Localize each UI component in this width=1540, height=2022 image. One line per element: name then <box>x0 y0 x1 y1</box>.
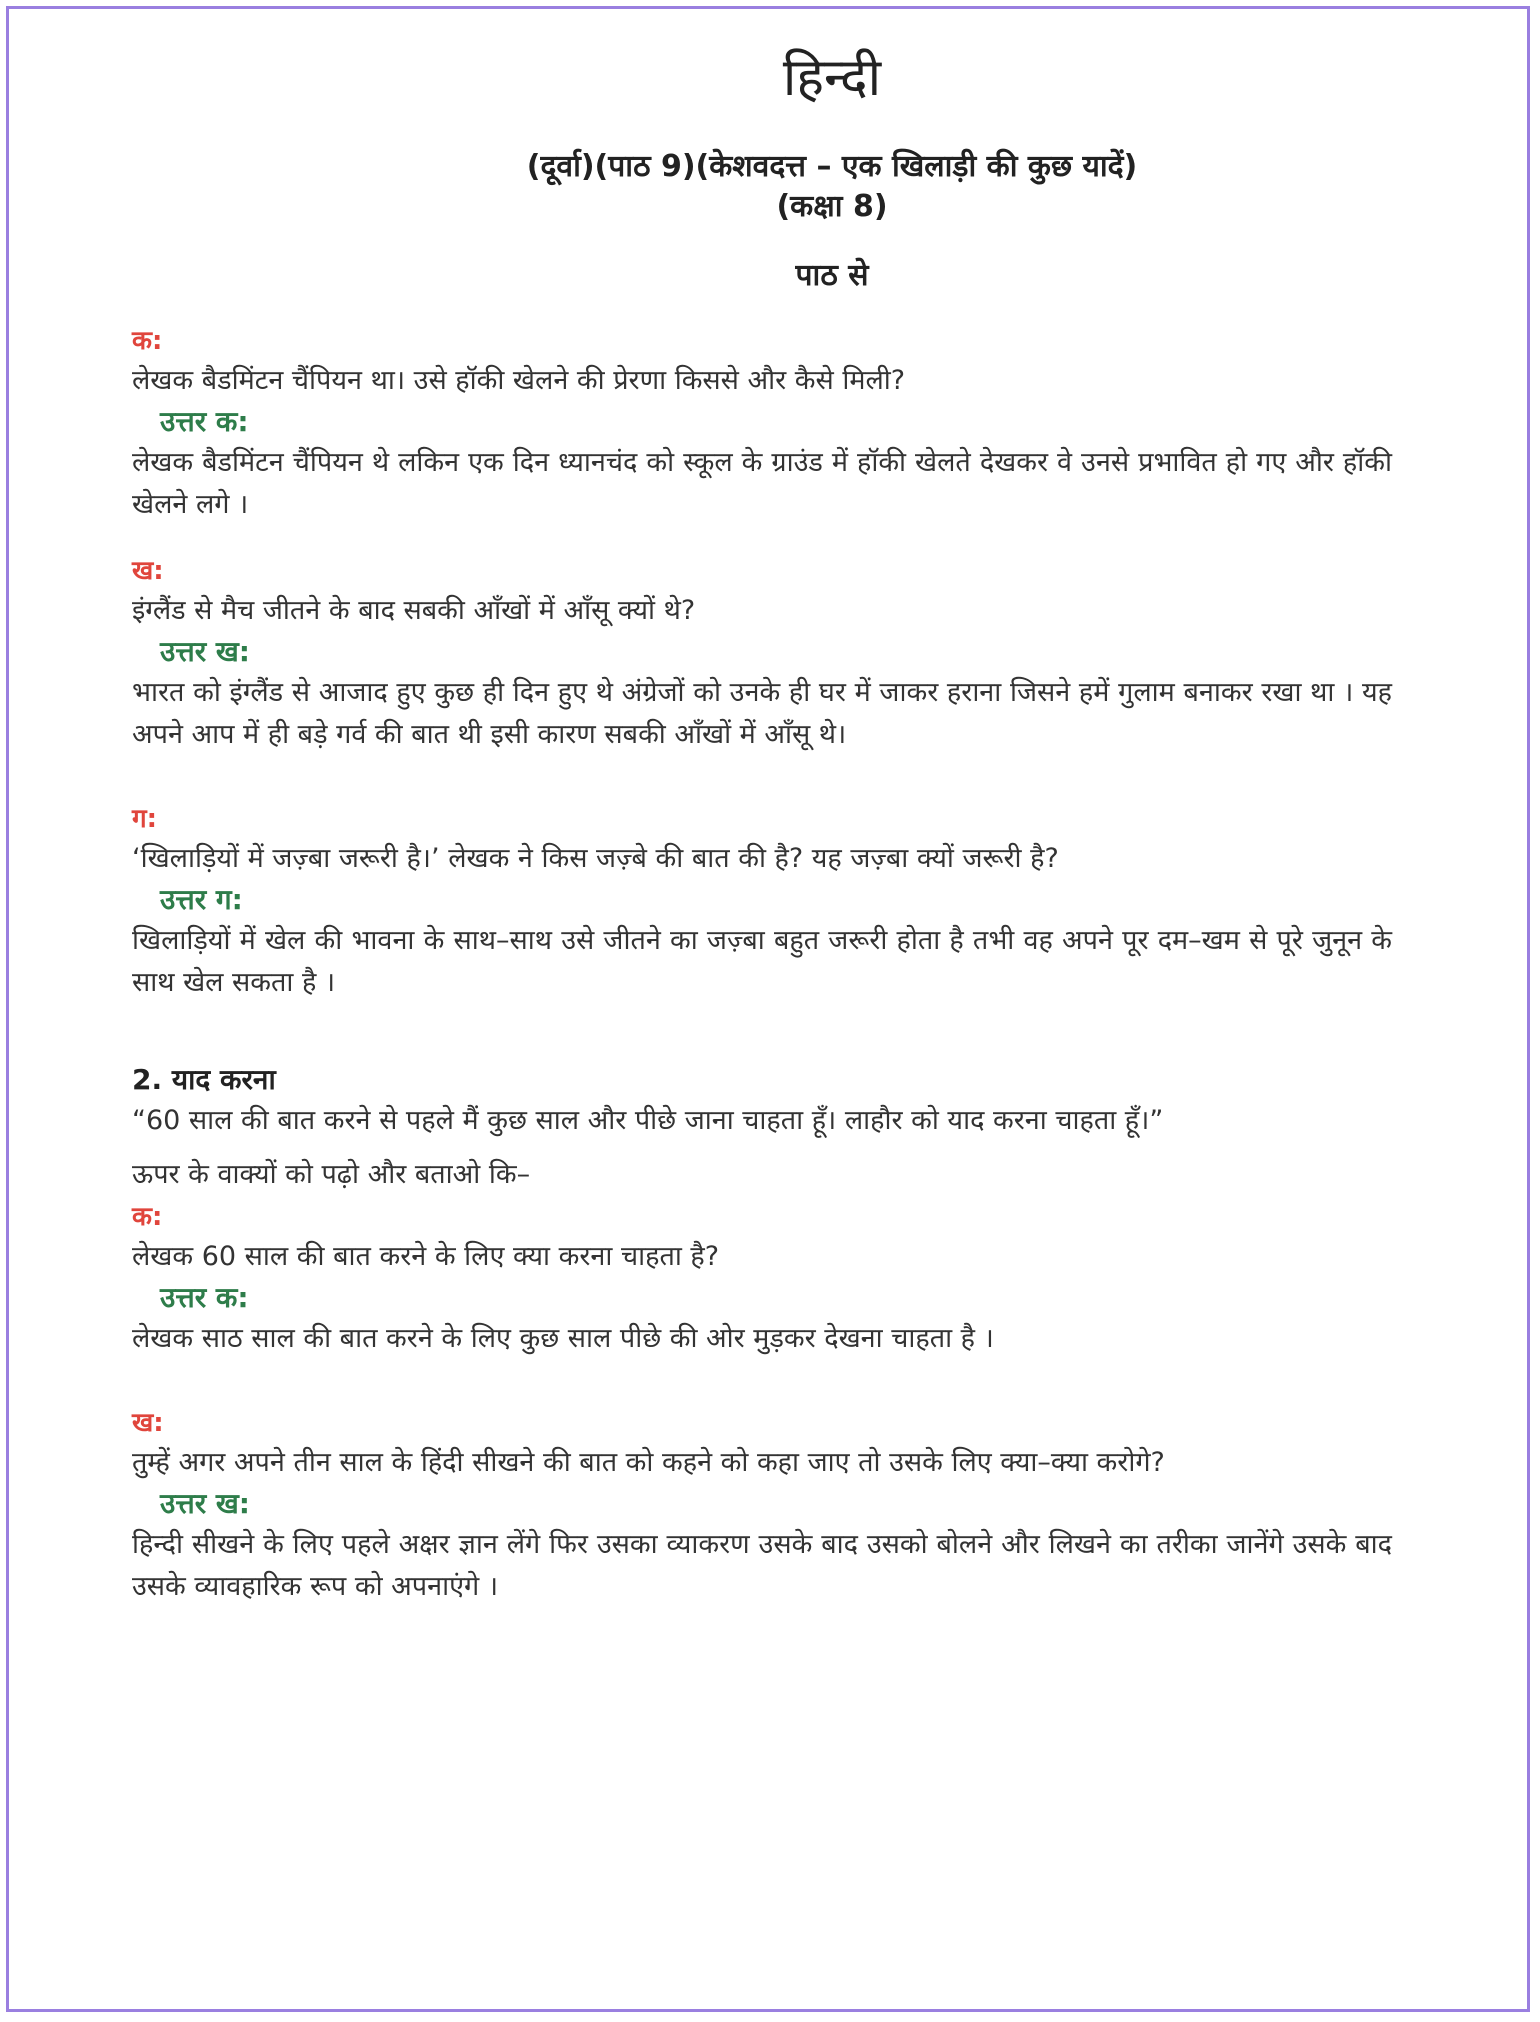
answer-text: हिन्दी सीखने के लिए पहले अक्षर ज्ञान लेंगे फिर उसका व्याकरण उसके बाद उसको बोलने और लिखने का तरीका जानेंगे उसके बाद उसके व्यावहारिक रूप को अपनाएंगे । <box>132 1529 1392 1602</box>
question-label: क: <box>132 1202 163 1232</box>
answer-label: उत्तर ख: <box>160 1487 250 1520</box>
answer-text: लेखक साठ साल की बात करने के लिए कुछ साल पीछे की ओर मुड़कर देखना चाहता है । <box>132 1323 994 1354</box>
qa-block <box>132 1198 1392 1360</box>
question-text: लेखक 60 साल की बात करने के लिए क्या करना चाहता है? <box>132 1241 720 1272</box>
answer-label: उत्तर क: <box>160 1281 249 1314</box>
question-label: ख: <box>132 1408 164 1438</box>
chapter-subtitle: (दूर्वा)(पाठ 9)(केशवदत्त – एक खिलाड़ी की कुछ यादें) <box>526 149 1138 184</box>
question-text: ‘खिलाड़ियों में जज़्बा जरूरी है।’ लेखक ने किस जज़्बे की बात की है? यह जज़्बा क्यों जरूरी है? <box>132 843 1059 874</box>
section-heading: पाठ से <box>795 258 869 293</box>
answer-text: भारत को इंग्लैंड से आजाद हुए कुछ ही दिन हुए थे अंग्रेजों को उनके ही घर में जाकर हराना जिसने हमें गुलाम बनाकर रखा था । यह अपने आप में ही बड़े गर्व की बात थी इसी कारण सबकी आँखों में आँसू थे। <box>132 677 1392 750</box>
instruction-text: ऊपर के वाक्यों को पढ़ो और बताओ कि– <box>132 1159 531 1190</box>
question-label: ख: <box>132 556 164 586</box>
question-text: इंग्लैंड से मैच जीतने के बाद सबकी आँखों में आँसू क्यों थे? <box>132 595 696 626</box>
answer-label: उत्तर ग: <box>160 883 243 916</box>
answer-text: खिलाड़ियों में खेल की भावना के साथ–साथ उसे जीतने का जज़्बा बहुत जरूरी होता है तभी वह अपने पूर दम–खम से पूरे जुनून के साथ खेल सकता है । <box>132 925 1392 998</box>
answer-label: उत्तर क: <box>160 405 249 438</box>
section-2-heading: 2. याद करना <box>132 1063 276 1096</box>
question-label: ग: <box>132 804 158 834</box>
qa-block <box>132 1404 1392 1608</box>
quote-text: “60 साल की बात करने से पहले मैं कुछ साल और पीछे जाना चाहता हूँ। लाहौर को याद करना चाहता हूँ।” <box>132 1105 1164 1136</box>
qa-block <box>132 800 1392 1004</box>
answer-label: उत्तर ख: <box>160 635 250 668</box>
qa-block <box>132 552 1392 756</box>
answer-text: लेखक बैडमिंटन चैंपियन थे लकिन एक दिन ध्यानचंद को स्कूल के ग्राउंड में हॉकी खेलते देखकर वे उनसे प्रभावित हो गए और हॉकी खेलने लगे । <box>132 447 1392 520</box>
question-label: क: <box>132 326 163 356</box>
qa-block <box>132 322 1392 526</box>
question-text: लेखक बैडमिंटन चैंपियन था। उसे हॉकी खेलने की प्रेरणा किससे और कैसे मिली? <box>132 365 906 396</box>
question-text: तुम्हें अगर अपने तीन साल के हिंदी सीखने की बात को कहने को कहा जाए तो उसके लिए क्या–क्या करोगे? <box>132 1447 1165 1478</box>
class-subtitle: (कक्षा 8) <box>776 189 888 224</box>
page-title: हिन्दी <box>782 48 882 108</box>
document-page <box>132 40 1392 1634</box>
